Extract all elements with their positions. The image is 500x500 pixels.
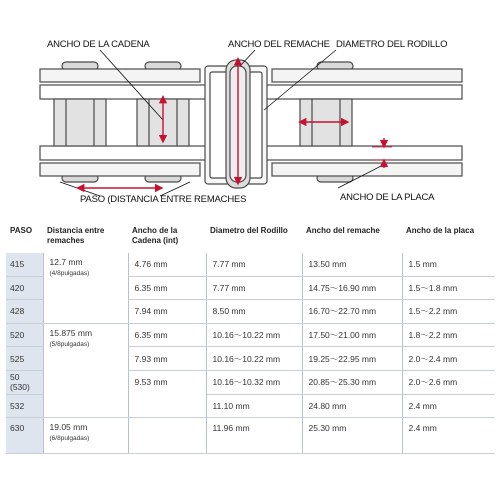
label-roller-diameter: DIAMETRO DEL RODILLO bbox=[336, 39, 448, 50]
cell-paso: 50 (530) bbox=[6, 370, 43, 394]
cell-roller-diameter: 7.77 mm bbox=[206, 253, 302, 276]
cell-plate-width: 1.8～2.2 mm bbox=[402, 323, 495, 347]
pitch-fraction: (6/8pulgadas) bbox=[49, 435, 90, 443]
cell-rivet-width: 25.30 mm bbox=[302, 418, 402, 454]
pitch-value: 19.05 mm bbox=[49, 422, 88, 433]
cell-pitch bbox=[43, 323, 128, 417]
cell-chain-width: 7.94 mm bbox=[128, 300, 206, 324]
table-row bbox=[6, 418, 495, 454]
cell-rivet-width: 14.75～16.90 mm bbox=[302, 276, 402, 300]
cell-rivet-width: 20.85～25.30 mm bbox=[302, 370, 402, 394]
chain-drawing bbox=[40, 60, 462, 188]
cell-plate-width: 2.4 mm bbox=[402, 418, 495, 454]
chain-diagram bbox=[0, 0, 500, 215]
cell-roller-diameter: 7.77 mm bbox=[206, 276, 302, 300]
cell-paso: 525 bbox=[6, 347, 43, 371]
cell-rivet-width: 24.80 mm bbox=[302, 394, 402, 418]
header-chain-width: Ancho de la Cadena (int) bbox=[132, 226, 179, 245]
header-paso: PASO bbox=[10, 226, 33, 235]
table-row bbox=[6, 323, 495, 347]
pitch-fraction: (4/8pulgadas) bbox=[49, 270, 90, 277]
cell-chain-width: 6.35 mm bbox=[128, 276, 206, 300]
pitch-value: 15.875 mm bbox=[49, 327, 93, 338]
cell-rivet-width: 13.50 mm bbox=[302, 253, 402, 276]
cell-chain-width: 9.53 mm bbox=[128, 370, 206, 417]
cell-roller-diameter: 10.16～10.22 mm bbox=[206, 347, 302, 371]
cell-plate-width: 2.4 mm bbox=[402, 394, 495, 418]
pitch-fraction: (5/8pulgadas) bbox=[49, 340, 90, 348]
pitch-value: 12.7 mm bbox=[49, 257, 83, 267]
cell-chain-width: 6.35 mm bbox=[128, 323, 206, 347]
cell-roller-diameter: 10.16～10.32 mm bbox=[206, 370, 302, 394]
header-rivet-width: Ancho del remache bbox=[306, 226, 380, 235]
cell-rivet-width: 17.50～21.00 mm bbox=[302, 323, 402, 347]
table-row bbox=[6, 253, 495, 276]
label-rivet-width: ANCHO DEL REMACHE bbox=[228, 39, 330, 50]
cell-roller-diameter: 8.50 mm bbox=[206, 300, 302, 324]
cell-roller-diameter: 11.96 mm bbox=[206, 418, 302, 454]
chain-spec-table bbox=[6, 224, 495, 454]
cell-plate-width: 1.5～2.2 mm bbox=[402, 300, 495, 324]
cell-paso: 520 bbox=[6, 323, 43, 347]
cell-pitch bbox=[43, 253, 128, 323]
header-plate-width: Ancho de la placa bbox=[406, 226, 475, 235]
label-pitch: PASO (DISTANCIA ENTRE REMACHES bbox=[80, 194, 247, 205]
table-header-row bbox=[6, 224, 495, 253]
cell-paso: 415 bbox=[6, 253, 43, 276]
cell-chain-width: 4.76 mm bbox=[128, 253, 206, 276]
cell-paso: 532 bbox=[6, 394, 43, 418]
cell-chain-width bbox=[128, 418, 206, 454]
cell-chain-width: 7.93 mm bbox=[128, 347, 206, 371]
cell-roller-diameter: 11.10 mm bbox=[206, 394, 302, 418]
cell-roller-diameter: 10.16～10.22 mm bbox=[206, 323, 302, 347]
cell-plate-width: 2.0～2.4 mm bbox=[402, 347, 495, 371]
cell-rivet-width: 19.25～22.95 mm bbox=[302, 347, 402, 371]
cell-pitch bbox=[43, 418, 128, 454]
cell-paso: 428 bbox=[6, 300, 43, 324]
cell-paso: 630 bbox=[6, 418, 43, 454]
cell-paso: 420 bbox=[6, 276, 43, 300]
label-plate-width: ANCHO DE LA PLACA bbox=[340, 192, 435, 203]
label-chain-width: ANCHO DE LA CADENA bbox=[47, 39, 150, 50]
header-roller-diameter: Diametro del Rodillo bbox=[210, 226, 288, 235]
cell-plate-width: 1.5～1.8 mm bbox=[402, 276, 495, 300]
header-pitch: Distancia entre remaches bbox=[47, 226, 105, 245]
cell-plate-width: 2.0～2.6 mm bbox=[402, 370, 495, 394]
cell-rivet-width: 16.70～22.70 mm bbox=[302, 300, 402, 324]
cell-plate-width: 1.5 mm bbox=[402, 253, 495, 276]
